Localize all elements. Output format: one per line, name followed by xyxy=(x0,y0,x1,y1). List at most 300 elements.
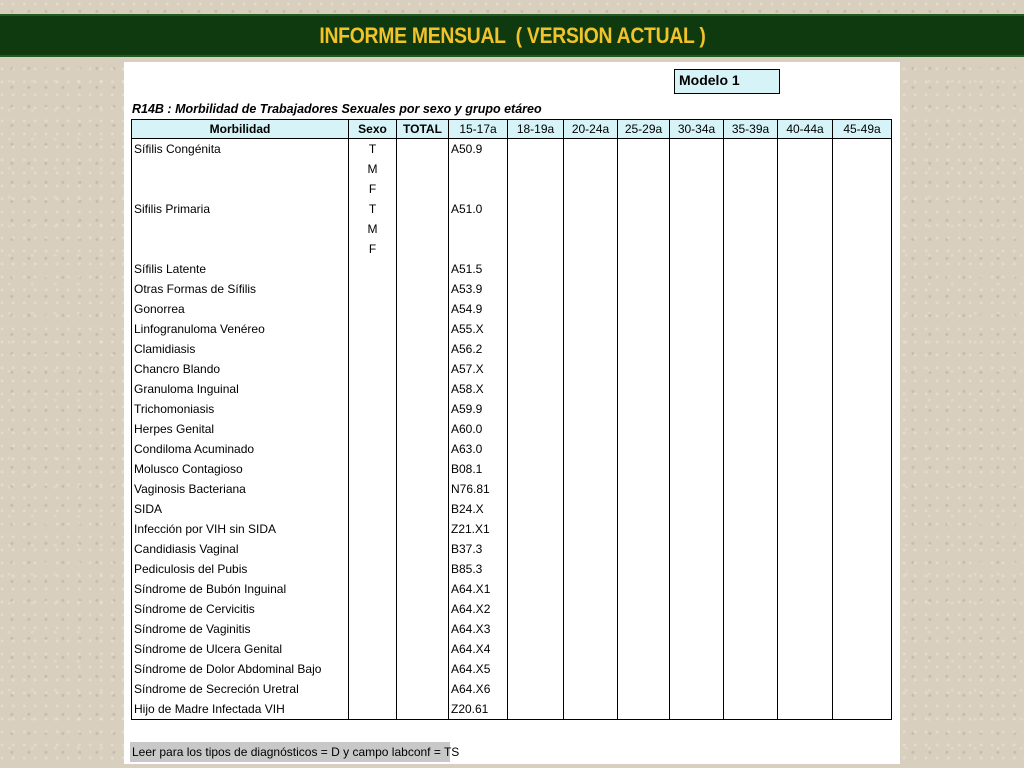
total-cell xyxy=(397,439,449,459)
total-cell xyxy=(397,499,449,519)
age-group-cell xyxy=(508,379,564,399)
age-group-cell xyxy=(508,519,564,539)
age-group-cell xyxy=(508,199,564,219)
code-cell: B24.X xyxy=(449,499,508,519)
sex-cell xyxy=(349,699,397,720)
age-group-cell xyxy=(724,299,778,319)
age-group-cell xyxy=(508,359,564,379)
age-group-cell xyxy=(778,499,833,519)
age-group-cell xyxy=(833,319,892,339)
age-group-cell xyxy=(618,379,670,399)
table-row xyxy=(132,419,892,439)
age-group-cell xyxy=(508,579,564,599)
age-group-cell xyxy=(670,559,724,579)
age-group-cell xyxy=(564,539,618,559)
title-main: INFORME MENSUAL xyxy=(318,22,505,48)
code-cell: A50.9 xyxy=(449,139,508,160)
age-group-cell xyxy=(508,299,564,319)
age-group-cell xyxy=(778,159,833,179)
age-group-cell xyxy=(724,319,778,339)
morbidity-cell: SIDA xyxy=(132,499,349,519)
age-group-cell xyxy=(778,359,833,379)
total-cell xyxy=(397,699,449,720)
age-group-cell xyxy=(833,499,892,519)
age-group-cell xyxy=(564,399,618,419)
morbidity-cell: Sifilis Primaria xyxy=(132,199,349,219)
age-group-cell xyxy=(724,419,778,439)
age-group-cell xyxy=(724,499,778,519)
age-group-cell xyxy=(618,259,670,279)
table-row xyxy=(132,399,892,419)
age-group-cell xyxy=(670,319,724,339)
age-group-cell xyxy=(833,359,892,379)
age-group-cell xyxy=(724,539,778,559)
morbidity-cell: Chancro Blando xyxy=(132,359,349,379)
morbidity-cell: Pediculosis del Pubis xyxy=(132,559,349,579)
table-row xyxy=(132,579,892,599)
age-group-cell xyxy=(564,219,618,239)
age-group-cell xyxy=(564,319,618,339)
age-group-cell xyxy=(508,399,564,419)
age-group-cell xyxy=(670,379,724,399)
table-row xyxy=(132,439,892,459)
sex-cell xyxy=(349,519,397,539)
age-group-cell xyxy=(508,599,564,619)
age-group-cell xyxy=(564,259,618,279)
sex-cell xyxy=(349,399,397,419)
sex-cell xyxy=(349,539,397,559)
age-group-cell xyxy=(618,599,670,619)
age-group-cell xyxy=(833,419,892,439)
age-group-cell xyxy=(833,339,892,359)
total-cell xyxy=(397,659,449,679)
total-cell xyxy=(397,219,449,239)
age-group-cell xyxy=(833,599,892,619)
table-row xyxy=(132,559,892,579)
column-header: Morbilidad xyxy=(132,120,349,139)
age-group-cell xyxy=(564,679,618,699)
table-row xyxy=(132,199,892,219)
age-group-cell xyxy=(670,179,724,199)
table-row xyxy=(132,499,892,519)
total-cell xyxy=(397,379,449,399)
total-cell xyxy=(397,139,449,160)
age-group-cell xyxy=(724,279,778,299)
table-row xyxy=(132,299,892,319)
age-group-cell xyxy=(618,439,670,459)
age-group-cell xyxy=(778,659,833,679)
age-group-cell xyxy=(833,259,892,279)
morbidity-cell: Herpes Genital xyxy=(132,419,349,439)
age-group-cell xyxy=(724,639,778,659)
age-group-cell xyxy=(833,439,892,459)
sex-cell xyxy=(349,559,397,579)
code-cell: A63.0 xyxy=(449,439,508,459)
age-group-cell xyxy=(833,559,892,579)
sex-cell xyxy=(349,679,397,699)
age-group-cell xyxy=(670,279,724,299)
total-cell xyxy=(397,559,449,579)
age-group-cell xyxy=(618,499,670,519)
age-group-cell xyxy=(508,459,564,479)
sex-cell xyxy=(349,419,397,439)
age-group-cell xyxy=(670,659,724,679)
age-group-cell xyxy=(508,559,564,579)
column-header: 45-49a xyxy=(833,120,892,139)
morbidity-cell: Granuloma Inguinal xyxy=(132,379,349,399)
footer-note: Leer para los tipos de diagnósticos = D y campo labconf = TS xyxy=(130,742,450,762)
morbidity-cell: Síndrome de Vaginitis xyxy=(132,619,349,639)
table-row xyxy=(132,679,892,699)
morbidity-cell: Hijo de Madre Infectada VIH xyxy=(132,699,349,720)
age-group-cell xyxy=(508,439,564,459)
morbidity-cell xyxy=(132,239,349,259)
age-group-cell xyxy=(778,439,833,459)
morbidity-cell xyxy=(132,159,349,179)
age-group-cell xyxy=(724,559,778,579)
age-group-cell xyxy=(508,219,564,239)
age-group-cell xyxy=(618,459,670,479)
morbidity-cell: Vaginosis Bacteriana xyxy=(132,479,349,499)
sex-cell xyxy=(349,279,397,299)
age-group-cell xyxy=(564,279,618,299)
age-group-cell xyxy=(778,519,833,539)
sex-cell xyxy=(349,259,397,279)
age-group-cell xyxy=(833,159,892,179)
age-group-cell xyxy=(778,299,833,319)
code-cell: Z20.61 xyxy=(449,699,508,720)
age-group-cell xyxy=(564,479,618,499)
morbidity-cell: Sífilis Congénita xyxy=(132,139,349,160)
age-group-cell xyxy=(564,379,618,399)
age-group-cell xyxy=(833,679,892,699)
age-group-cell xyxy=(670,679,724,699)
code-cell: A64.X6 xyxy=(449,679,508,699)
code-cell: A54.9 xyxy=(449,299,508,319)
age-group-cell xyxy=(670,579,724,599)
age-group-cell xyxy=(670,619,724,639)
age-group-cell xyxy=(618,619,670,639)
table-row xyxy=(132,599,892,619)
age-group-cell xyxy=(778,639,833,659)
age-group-cell xyxy=(724,239,778,259)
code-cell: A58.X xyxy=(449,379,508,399)
age-group-cell xyxy=(618,179,670,199)
age-group-cell xyxy=(670,699,724,720)
column-header: 15-17a xyxy=(449,120,508,139)
total-cell xyxy=(397,279,449,299)
age-group-cell xyxy=(778,319,833,339)
morbidity-cell: Otras Formas de Sífilis xyxy=(132,279,349,299)
age-group-cell xyxy=(833,459,892,479)
total-cell xyxy=(397,619,449,639)
age-group-cell xyxy=(778,679,833,699)
total-cell xyxy=(397,339,449,359)
age-group-cell xyxy=(833,219,892,239)
age-group-cell xyxy=(618,359,670,379)
age-group-cell xyxy=(670,479,724,499)
age-group-cell xyxy=(618,639,670,659)
age-group-cell xyxy=(618,199,670,219)
age-group-cell xyxy=(508,499,564,519)
age-group-cell xyxy=(564,499,618,519)
age-group-cell xyxy=(670,199,724,219)
table-row xyxy=(132,319,892,339)
age-group-cell xyxy=(508,319,564,339)
code-cell: B85.3 xyxy=(449,559,508,579)
age-group-cell xyxy=(564,599,618,619)
age-group-cell xyxy=(508,659,564,679)
age-group-cell xyxy=(670,499,724,519)
age-group-cell xyxy=(670,159,724,179)
total-cell xyxy=(397,299,449,319)
code-cell: A57.X xyxy=(449,359,508,379)
age-group-cell xyxy=(833,699,892,720)
total-cell xyxy=(397,159,449,179)
age-group-cell xyxy=(778,479,833,499)
morbidity-cell: Clamidiasis xyxy=(132,339,349,359)
total-cell xyxy=(397,519,449,539)
age-group-cell xyxy=(724,179,778,199)
total-cell xyxy=(397,199,449,219)
age-group-cell xyxy=(833,479,892,499)
code-cell: A51.5 xyxy=(449,259,508,279)
code-cell: A60.0 xyxy=(449,419,508,439)
age-group-cell xyxy=(618,139,670,160)
sex-cell: M xyxy=(349,159,397,179)
sex-cell xyxy=(349,499,397,519)
age-group-cell xyxy=(778,259,833,279)
table-row xyxy=(132,659,892,679)
age-group-cell xyxy=(564,139,618,160)
total-cell xyxy=(397,239,449,259)
age-group-cell xyxy=(508,179,564,199)
age-group-cell xyxy=(564,639,618,659)
age-group-cell xyxy=(670,259,724,279)
age-group-cell xyxy=(724,359,778,379)
sex-cell xyxy=(349,659,397,679)
age-group-cell xyxy=(618,539,670,559)
age-group-cell xyxy=(508,339,564,359)
sex-cell: F xyxy=(349,179,397,199)
age-group-cell xyxy=(833,639,892,659)
code-cell: A64.X3 xyxy=(449,619,508,639)
age-group-cell xyxy=(670,339,724,359)
table-row xyxy=(132,159,892,179)
age-group-cell xyxy=(564,299,618,319)
age-group-cell xyxy=(778,139,833,160)
code-cell xyxy=(449,159,508,179)
code-cell: B08.1 xyxy=(449,459,508,479)
morbidity-cell: Trichomoniasis xyxy=(132,399,349,419)
age-group-cell xyxy=(778,219,833,239)
age-group-cell xyxy=(724,619,778,639)
code-cell: A56.2 xyxy=(449,339,508,359)
age-group-cell xyxy=(508,159,564,179)
age-group-cell xyxy=(618,299,670,319)
column-header: 18-19a xyxy=(508,120,564,139)
age-group-cell xyxy=(724,259,778,279)
age-group-cell xyxy=(778,339,833,359)
age-group-cell xyxy=(724,139,778,160)
table-row xyxy=(132,339,892,359)
age-group-cell xyxy=(618,399,670,419)
age-group-cell xyxy=(778,279,833,299)
age-group-cell xyxy=(508,259,564,279)
morbidity-cell xyxy=(132,179,349,199)
age-group-cell xyxy=(724,439,778,459)
age-group-cell xyxy=(564,419,618,439)
age-group-cell xyxy=(778,399,833,419)
morbidity-cell: Infección por VIH sin SIDA xyxy=(132,519,349,539)
model-label-box: Modelo 1 xyxy=(674,69,780,94)
age-group-cell xyxy=(618,279,670,299)
table-row xyxy=(132,359,892,379)
table-row xyxy=(132,179,892,199)
column-header: TOTAL xyxy=(397,120,449,139)
column-header: 40-44a xyxy=(778,120,833,139)
age-group-cell xyxy=(833,299,892,319)
age-group-cell xyxy=(618,159,670,179)
total-cell xyxy=(397,539,449,559)
age-group-cell xyxy=(724,339,778,359)
morbidity-cell: Condiloma Acuminado xyxy=(132,439,349,459)
column-header: 35-39a xyxy=(724,120,778,139)
total-cell xyxy=(397,399,449,419)
total-cell xyxy=(397,479,449,499)
age-group-cell xyxy=(670,539,724,559)
table-row xyxy=(132,139,892,160)
age-group-cell xyxy=(508,479,564,499)
age-group-cell xyxy=(564,659,618,679)
title-sub: ( VERSION ACTUAL ) xyxy=(515,22,706,48)
age-group-cell xyxy=(833,139,892,160)
age-group-cell xyxy=(670,439,724,459)
age-group-cell xyxy=(564,339,618,359)
morbidity-cell: Síndrome de Dolor Abdominal Bajo xyxy=(132,659,349,679)
sex-cell xyxy=(349,459,397,479)
age-group-cell xyxy=(564,459,618,479)
morbidity-cell: Candidiasis Vaginal xyxy=(132,539,349,559)
morbidity-cell: Síndrome de Secreción Uretral xyxy=(132,679,349,699)
age-group-cell xyxy=(833,619,892,639)
total-cell xyxy=(397,599,449,619)
age-group-cell xyxy=(724,379,778,399)
code-cell: A59.9 xyxy=(449,399,508,419)
code-cell: A64.X4 xyxy=(449,639,508,659)
table-body xyxy=(132,139,892,720)
age-group-cell xyxy=(670,399,724,419)
total-cell xyxy=(397,179,449,199)
sex-cell xyxy=(349,619,397,639)
morbidity-cell: Molusco Contagioso xyxy=(132,459,349,479)
age-group-cell xyxy=(724,159,778,179)
column-header: Sexo xyxy=(349,120,397,139)
age-group-cell xyxy=(508,619,564,639)
table-row xyxy=(132,379,892,399)
morbidity-cell: Síndrome de Cervicitis xyxy=(132,599,349,619)
total-cell xyxy=(397,419,449,439)
age-group-cell xyxy=(833,279,892,299)
spreadsheet-sheet xyxy=(124,62,900,764)
age-group-cell xyxy=(778,239,833,259)
sex-cell xyxy=(349,439,397,459)
age-group-cell xyxy=(833,519,892,539)
age-group-cell xyxy=(564,199,618,219)
total-cell xyxy=(397,679,449,699)
age-group-cell xyxy=(670,419,724,439)
code-cell xyxy=(449,239,508,259)
code-cell: A55.X xyxy=(449,319,508,339)
age-group-cell xyxy=(724,699,778,720)
age-group-cell xyxy=(833,199,892,219)
age-group-cell xyxy=(833,659,892,679)
age-group-cell xyxy=(618,239,670,259)
morbidity-table xyxy=(131,119,892,720)
total-cell xyxy=(397,319,449,339)
slide-title xyxy=(319,23,705,49)
age-group-cell xyxy=(833,179,892,199)
age-group-cell xyxy=(564,519,618,539)
age-group-cell xyxy=(508,639,564,659)
code-cell: A64.X1 xyxy=(449,579,508,599)
age-group-cell xyxy=(778,179,833,199)
age-group-cell xyxy=(564,239,618,259)
title-bar xyxy=(0,14,1024,57)
column-header: 30-34a xyxy=(670,120,724,139)
age-group-cell xyxy=(564,559,618,579)
table-row xyxy=(132,639,892,659)
age-group-cell xyxy=(833,539,892,559)
code-cell xyxy=(449,219,508,239)
age-group-cell xyxy=(618,579,670,599)
age-group-cell xyxy=(724,519,778,539)
age-group-cell xyxy=(670,239,724,259)
table-row xyxy=(132,259,892,279)
age-group-cell xyxy=(724,199,778,219)
age-group-cell xyxy=(778,699,833,720)
age-group-cell xyxy=(508,239,564,259)
morbidity-cell xyxy=(132,219,349,239)
age-group-cell xyxy=(670,359,724,379)
age-group-cell xyxy=(564,439,618,459)
age-group-cell xyxy=(833,379,892,399)
age-group-cell xyxy=(508,139,564,160)
table-row xyxy=(132,519,892,539)
age-group-cell xyxy=(618,559,670,579)
sex-cell xyxy=(349,379,397,399)
total-cell xyxy=(397,639,449,659)
age-group-cell xyxy=(724,659,778,679)
age-group-cell xyxy=(778,619,833,639)
age-group-cell xyxy=(724,399,778,419)
age-group-cell xyxy=(833,239,892,259)
code-cell: A51.0 xyxy=(449,199,508,219)
age-group-cell xyxy=(618,219,670,239)
code-cell: A64.X2 xyxy=(449,599,508,619)
total-cell xyxy=(397,259,449,279)
code-cell: A53.9 xyxy=(449,279,508,299)
column-header: 20-24a xyxy=(564,120,618,139)
table-header-row xyxy=(132,120,892,139)
age-group-cell xyxy=(618,319,670,339)
code-cell: B37.3 xyxy=(449,539,508,559)
table-row xyxy=(132,219,892,239)
age-group-cell xyxy=(778,199,833,219)
age-group-cell xyxy=(618,419,670,439)
table-row xyxy=(132,619,892,639)
morbidity-cell: Sífilis Latente xyxy=(132,259,349,279)
